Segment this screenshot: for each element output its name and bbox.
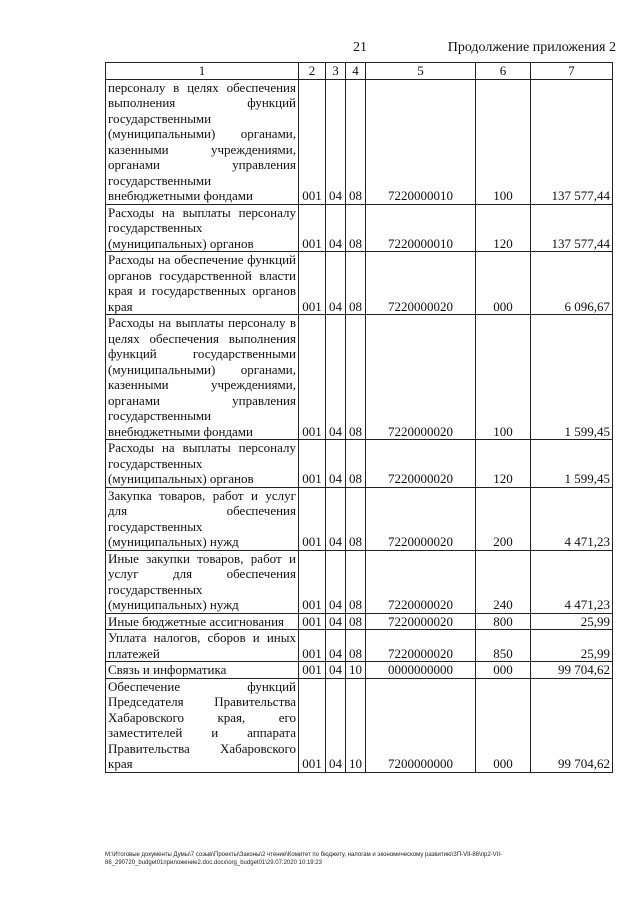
table-row: [106, 630, 613, 662]
subsection-code-cell: 08: [346, 204, 366, 252]
subsection-code-cell: 08: [346, 252, 366, 315]
page-number: 21: [353, 40, 367, 55]
target-article-cell: 7200000000: [366, 678, 476, 772]
row-name-cell: Закупка товаров, работ и услуг для обеспечения государственных (муниципальных) нужд: [106, 487, 299, 550]
amount-cell: 4 471,23: [531, 487, 613, 550]
target-article-cell: 7220000020: [366, 440, 476, 488]
subsection-code-cell: 08: [346, 550, 366, 613]
document-path-footer: M:\Итоговые документы Думы\7 созыв\Проекты\Законы\2 чтение\Комитет по бюджету, налогам и экономическому развитию\ЗП-VII-86\пр2-VII-86_290720_budget01приложение2.doc.docx\org_budget01\29.07.2020 10:19:23: [105, 852, 503, 866]
amount-cell: 1 599,45: [531, 440, 613, 488]
subsection-code-cell: 10: [346, 662, 366, 679]
section-code-cell: 04: [326, 79, 346, 204]
column-number-row: [106, 63, 613, 80]
ministry-code-cell: 001: [299, 440, 326, 488]
expense-type-cell: 100: [476, 79, 531, 204]
amount-cell: 25,99: [531, 613, 613, 630]
ministry-code-cell: 001: [299, 550, 326, 613]
amount-cell: 6 096,67: [531, 252, 613, 315]
subsection-code-cell: 08: [346, 487, 366, 550]
table-row: [106, 79, 613, 204]
expense-type-cell: 000: [476, 678, 531, 772]
amount-cell: 99 704,62: [531, 662, 613, 679]
subsection-code-cell: 08: [346, 440, 366, 488]
row-name-cell: Расходы на обеспечение функций органов государственной власти края и государственных органов края: [106, 252, 299, 315]
ministry-code-cell: 001: [299, 613, 326, 630]
ministry-code-cell: 001: [299, 662, 326, 679]
target-article-cell: 0000000000: [366, 662, 476, 679]
expense-type-cell: 120: [476, 440, 531, 488]
row-name-cell: Обеспечение функций Председателя Правительства Хабаровского края, его заместителей и аппарата Правительства Хабаровского края: [106, 678, 299, 772]
ministry-code-cell: 001: [299, 252, 326, 315]
expense-type-cell: 200: [476, 487, 531, 550]
column-header: 3: [326, 63, 346, 80]
row-name-cell: Иные бюджетные ассигнования: [106, 613, 299, 630]
appendix-continuation-label: Продолжение приложения 2: [447, 40, 616, 55]
row-name-cell: Иные закупки товаров, работ и услуг для обеспечения государственных (муниципальных) нужд: [106, 550, 299, 613]
table-row: [106, 550, 613, 613]
budget-table: [105, 62, 613, 773]
section-code-cell: 04: [326, 678, 346, 772]
section-code-cell: 04: [326, 630, 346, 662]
row-name-cell: Расходы на выплаты персоналу государственных (муниципальных) органов: [106, 440, 299, 488]
subsection-code-cell: 08: [346, 613, 366, 630]
column-header: 5: [366, 63, 476, 80]
table-row: [106, 613, 613, 630]
row-name-cell: Расходы на выплаты персоналу в целях обеспечения выполнения функций государственными (муниципальными) органами, казенными учреждениями, органами управления государственными внебюджетными фондами: [106, 315, 299, 440]
ministry-code-cell: 001: [299, 678, 326, 772]
table-row: [106, 678, 613, 772]
amount-cell: 4 471,23: [531, 550, 613, 613]
row-name-cell: персоналу в целях обеспечения выполнения функций государственными (муниципальными) органами, казенными учреждениями, органами управления государственными внебюджетными фондами: [106, 79, 299, 204]
column-header: 4: [346, 63, 366, 80]
section-code-cell: 04: [326, 487, 346, 550]
expense-type-cell: 000: [476, 662, 531, 679]
subsection-code-cell: 08: [346, 79, 366, 204]
amount-cell: 25,99: [531, 630, 613, 662]
target-article-cell: 7220000020: [366, 252, 476, 315]
table-row: [106, 440, 613, 488]
ministry-code-cell: 001: [299, 630, 326, 662]
expense-type-cell: 850: [476, 630, 531, 662]
amount-cell: 99 704,62: [531, 678, 613, 772]
expense-type-cell: 240: [476, 550, 531, 613]
column-header: 7: [531, 63, 613, 80]
column-header: 1: [106, 63, 299, 80]
row-name-cell: Связь и информатика: [106, 662, 299, 679]
table-row: [106, 204, 613, 252]
section-code-cell: 04: [326, 204, 346, 252]
ministry-code-cell: 001: [299, 79, 326, 204]
row-name-cell: Уплата налогов, сборов и иных платежей: [106, 630, 299, 662]
amount-cell: 137 577,44: [531, 204, 613, 252]
amount-cell: 137 577,44: [531, 79, 613, 204]
table-row: [106, 487, 613, 550]
target-article-cell: 7220000020: [366, 487, 476, 550]
target-article-cell: 7220000010: [366, 79, 476, 204]
target-article-cell: 7220000020: [366, 550, 476, 613]
row-name-cell: Расходы на выплаты персоналу государственных (муниципальных) органов: [106, 204, 299, 252]
expense-type-cell: 000: [476, 252, 531, 315]
table-row: [106, 315, 613, 440]
expense-type-cell: 120: [476, 204, 531, 252]
ministry-code-cell: 001: [299, 204, 326, 252]
target-article-cell: 7220000020: [366, 315, 476, 440]
column-header: 6: [476, 63, 531, 80]
target-article-cell: 7220000020: [366, 630, 476, 662]
section-code-cell: 04: [326, 440, 346, 488]
expense-type-cell: 100: [476, 315, 531, 440]
ministry-code-cell: 001: [299, 315, 326, 440]
target-article-cell: 7220000010: [366, 204, 476, 252]
subsection-code-cell: 08: [346, 315, 366, 440]
expense-type-cell: 800: [476, 613, 531, 630]
section-code-cell: 04: [326, 315, 346, 440]
table-row: [106, 662, 613, 679]
subsection-code-cell: 10: [346, 678, 366, 772]
table-row: [106, 252, 613, 315]
amount-cell: 1 599,45: [531, 315, 613, 440]
section-code-cell: 04: [326, 252, 346, 315]
ministry-code-cell: 001: [299, 487, 326, 550]
section-code-cell: 04: [326, 662, 346, 679]
section-code-cell: 04: [326, 550, 346, 613]
section-code-cell: 04: [326, 613, 346, 630]
subsection-code-cell: 08: [346, 630, 366, 662]
target-article-cell: 7220000020: [366, 613, 476, 630]
column-header: 2: [299, 63, 326, 80]
